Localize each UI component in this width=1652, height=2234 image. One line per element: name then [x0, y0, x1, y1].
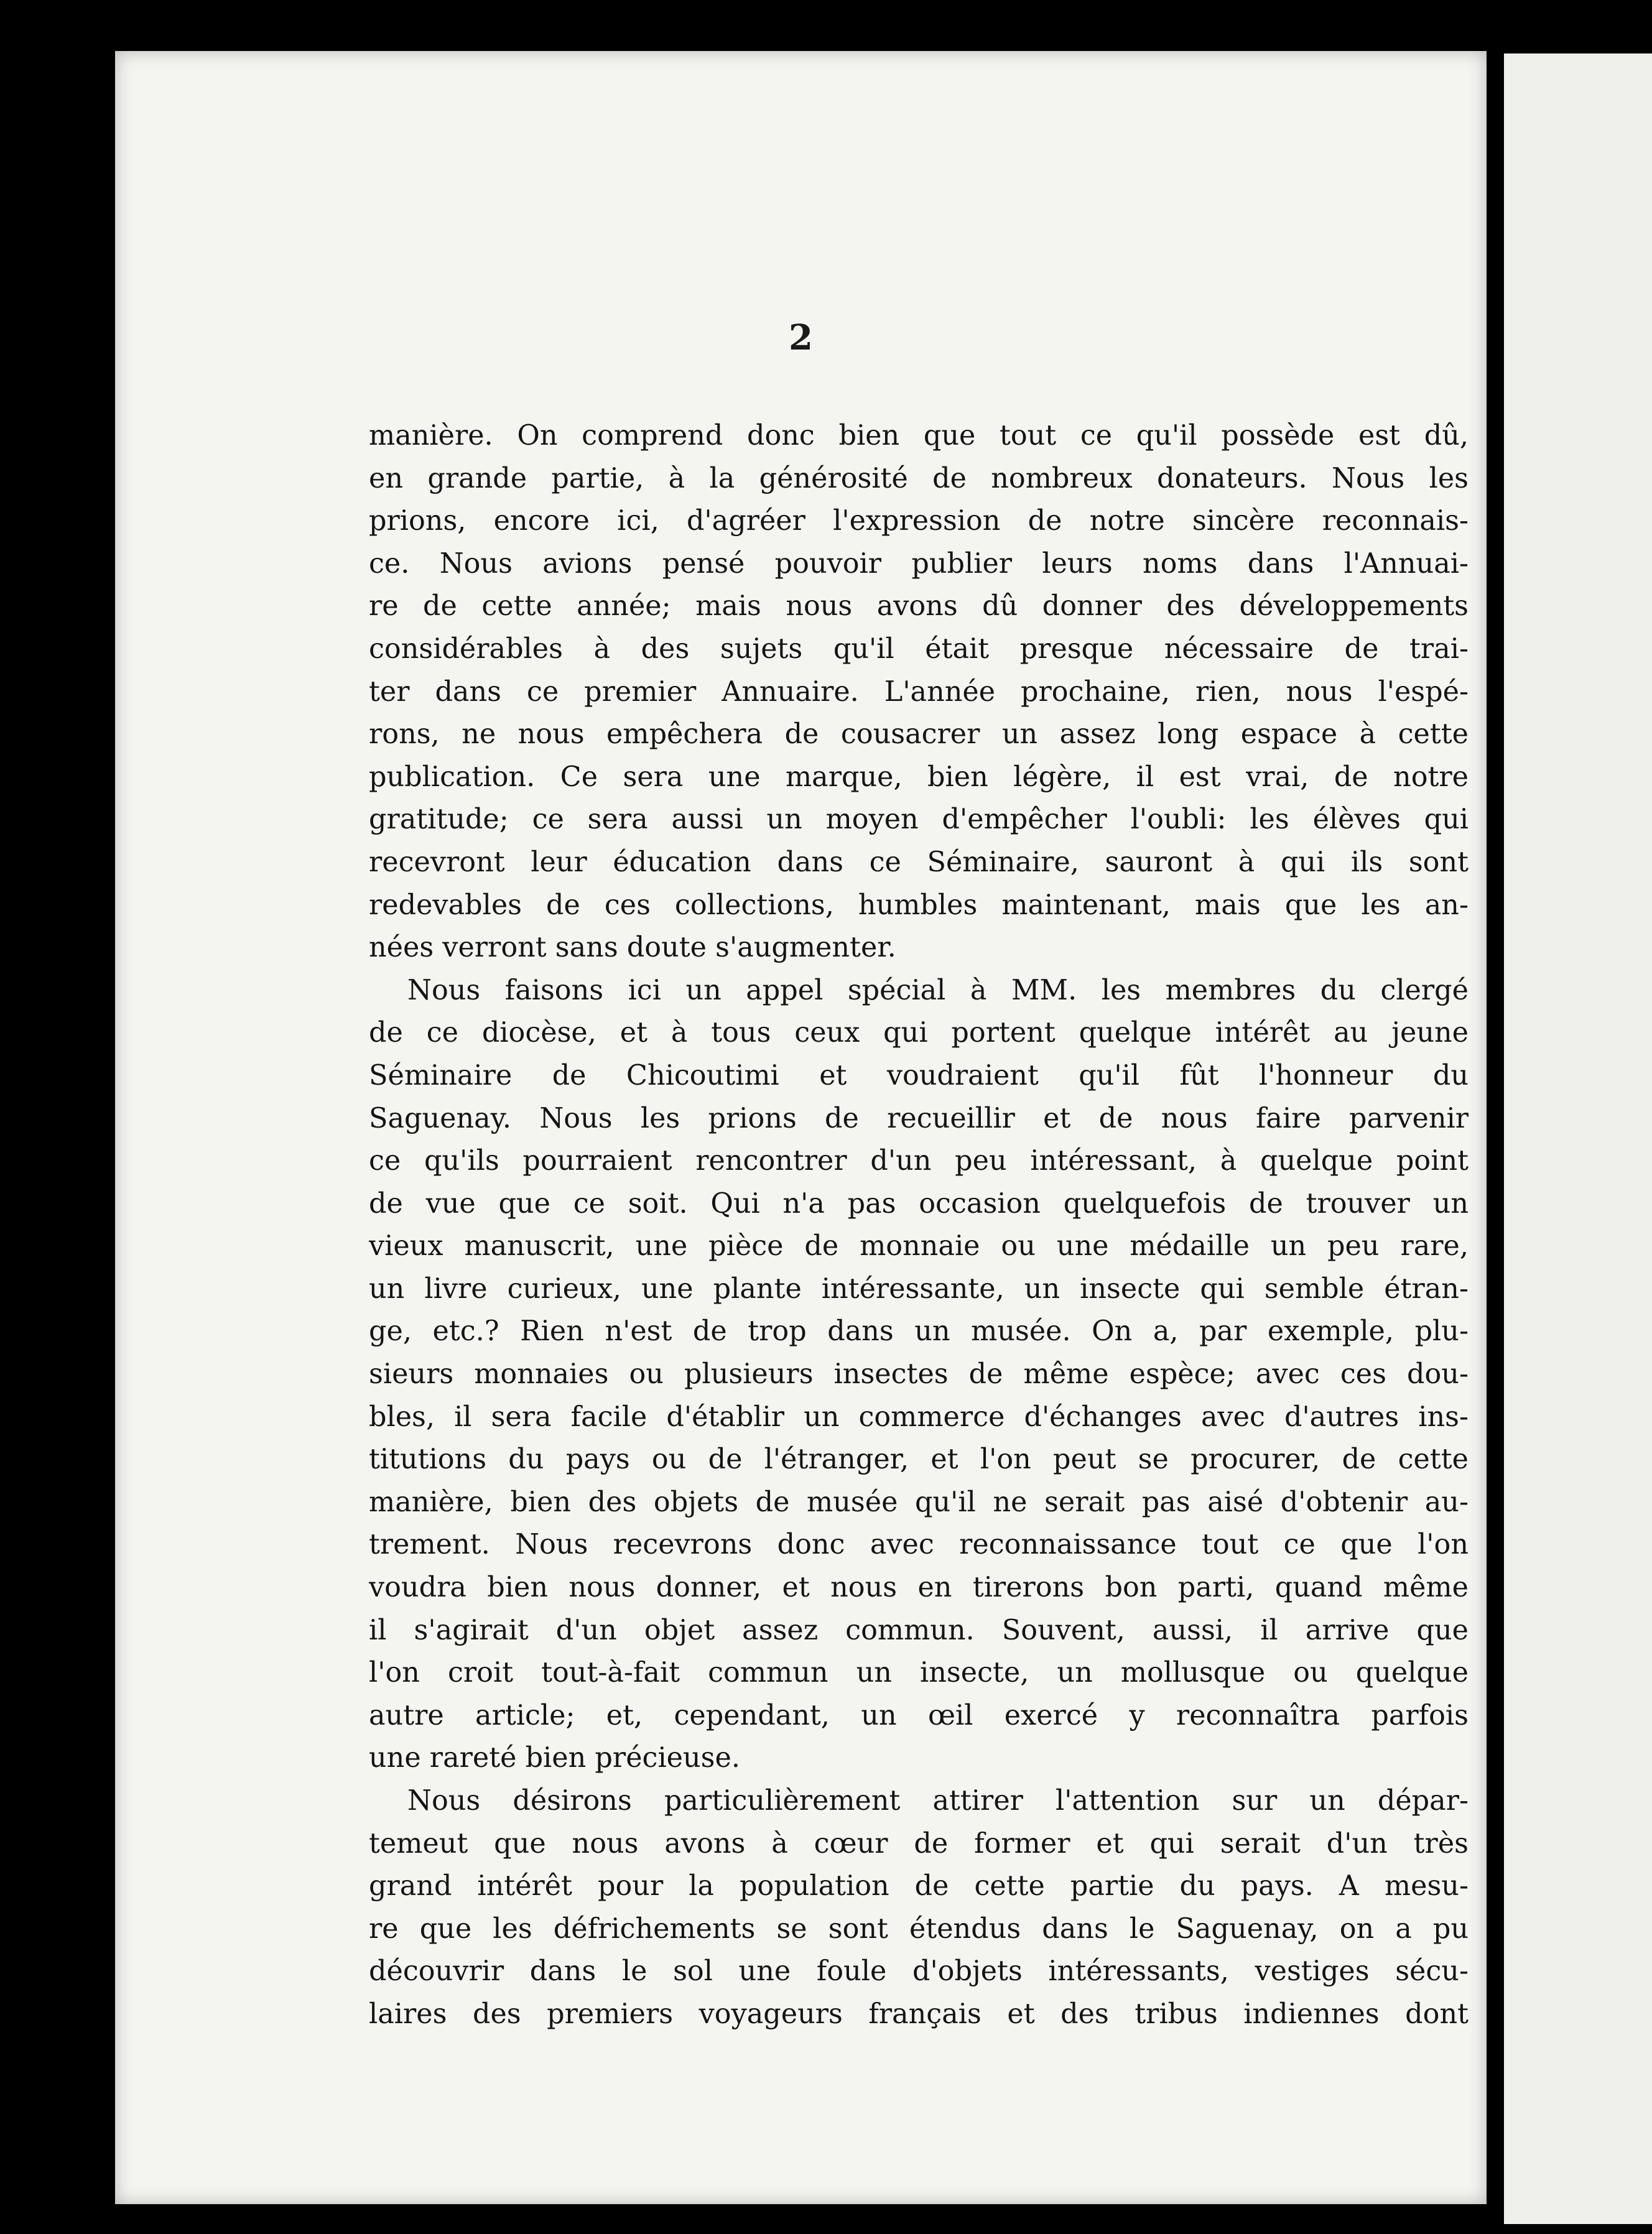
text-line: manière, bien des objets de musée qu'il ne serait pas aisé d'obtenir au- — [369, 1486, 1469, 1518]
text-line: un livre curieux, une plante intéressante, un insecte qui semble étran- — [369, 1272, 1469, 1305]
text-line: Nous faisons ici un appel spécial à MM. les membres du clergé — [407, 974, 1469, 1006]
adjacent-page-edge — [1504, 53, 1652, 2224]
text-line: prions, encore ici, d'agréer l'expression de notre sincère reconnais- — [369, 505, 1469, 537]
text-line: considérables à des sujets qu'il était presque nécessaire de trai- — [369, 633, 1469, 665]
text-line: temeut que nous avons à cœur de former et qui serait d'un très — [369, 1827, 1469, 1860]
text-line: redevables de ces collections, humbles maintenant, mais que les an- — [369, 889, 1469, 921]
text-line: une rareté bien précieuse. — [369, 1742, 740, 1774]
text-line: autre article; et, cependant, un œil exercé y reconnaîtra parfois — [369, 1699, 1469, 1731]
text-line: grand intérêt pour la population de cette partie du pays. A mesu- — [369, 1870, 1469, 1903]
text-line: il s'agirait d'un objet assez commun. Souvent, aussi, il arrive que — [369, 1614, 1469, 1646]
text-line: titutions du pays ou de l'étranger, et l'on peut se procurer, de cette — [369, 1444, 1469, 1476]
text-line: re de cette année; mais nous avons dû donner des développements — [369, 590, 1469, 623]
text-line: ter dans ce premier Annuaire. L'année prochaine, rien, nous l'espé- — [369, 675, 1469, 708]
text-line: Nous désirons particulièrement attirer l'attention sur un dépar- — [407, 1785, 1469, 1817]
text-line: découvrir dans le sol une foule d'objets intéressants, vestiges sécu- — [369, 1955, 1469, 1988]
text-line: manière. On comprend donc bien que tout ce qu'il possède est dû, — [369, 420, 1469, 452]
text-line: laires des premiers voyageurs français et des tribus indiennes dont — [369, 1998, 1469, 2030]
text-line: Séminaire de Chicoutimi et voudraient qu'il fût l'honneur du — [369, 1059, 1469, 1092]
text-line: re que les défrichements se sont étendus dans le Saguenay, on a pu — [369, 1912, 1469, 1945]
text-line: en grande partie, à la générosité de nombreux donateurs. Nous les — [369, 462, 1469, 494]
text-line: gratitude; ce sera aussi un moyen d'empêcher l'oubli: les élèves qui — [369, 804, 1469, 836]
text-line: publication. Ce sera une marque, bien légère, il est vrai, de notre — [369, 761, 1469, 793]
text-line: ge, etc.? Rien n'est de trop dans un musée. On a, par exemple, plu- — [369, 1315, 1469, 1348]
text-line: bles, il sera facile d'établir un commerce d'échanges avec d'autres ins- — [369, 1401, 1469, 1433]
text-line: ce. Nous avions pensé pouvoir publier leurs noms dans l'Annuai- — [369, 547, 1469, 580]
text-line: vieux manuscrit, une pièce de monnaie ou une médaille un peu rare, — [369, 1230, 1469, 1263]
text-line: voudra bien nous donner, et nous en tirerons bon parti, quand même — [369, 1572, 1469, 1604]
text-line: nées verront sans doute s'augmenter. — [369, 932, 896, 964]
text-line: recevront leur éducation dans ce Séminaire, sauront à qui ils sont — [369, 846, 1469, 878]
text-line: ce qu'ils pourraient rencontrer d'un peu intéressant, à quelque point — [369, 1145, 1469, 1177]
text-line: Saguenay. Nous les prions de recueillir et de nous faire parvenir — [369, 1102, 1469, 1134]
text-line: sieurs monnaies ou plusieurs insectes de même espèce; avec ces dou- — [369, 1358, 1469, 1391]
document-page — [115, 51, 1487, 2204]
page-number: 2 — [789, 317, 813, 358]
text-line: rons, ne nous empêchera de cousacrer un assez long espace à cette — [369, 718, 1469, 751]
text-line: de vue que ce soit. Qui n'a pas occasion quelquefois de trouver un — [369, 1187, 1469, 1220]
text-line: de ce diocèse, et à tous ceux qui portent quelque intérêt au jeune — [369, 1017, 1469, 1049]
text-line: l'on croit tout-à-fait commun un insecte, un mollusque ou quelque — [369, 1657, 1469, 1689]
body-text — [369, 415, 1469, 2036]
text-line: trement. Nous recevrons donc avec reconnaissance tout ce que l'on — [369, 1529, 1469, 1561]
